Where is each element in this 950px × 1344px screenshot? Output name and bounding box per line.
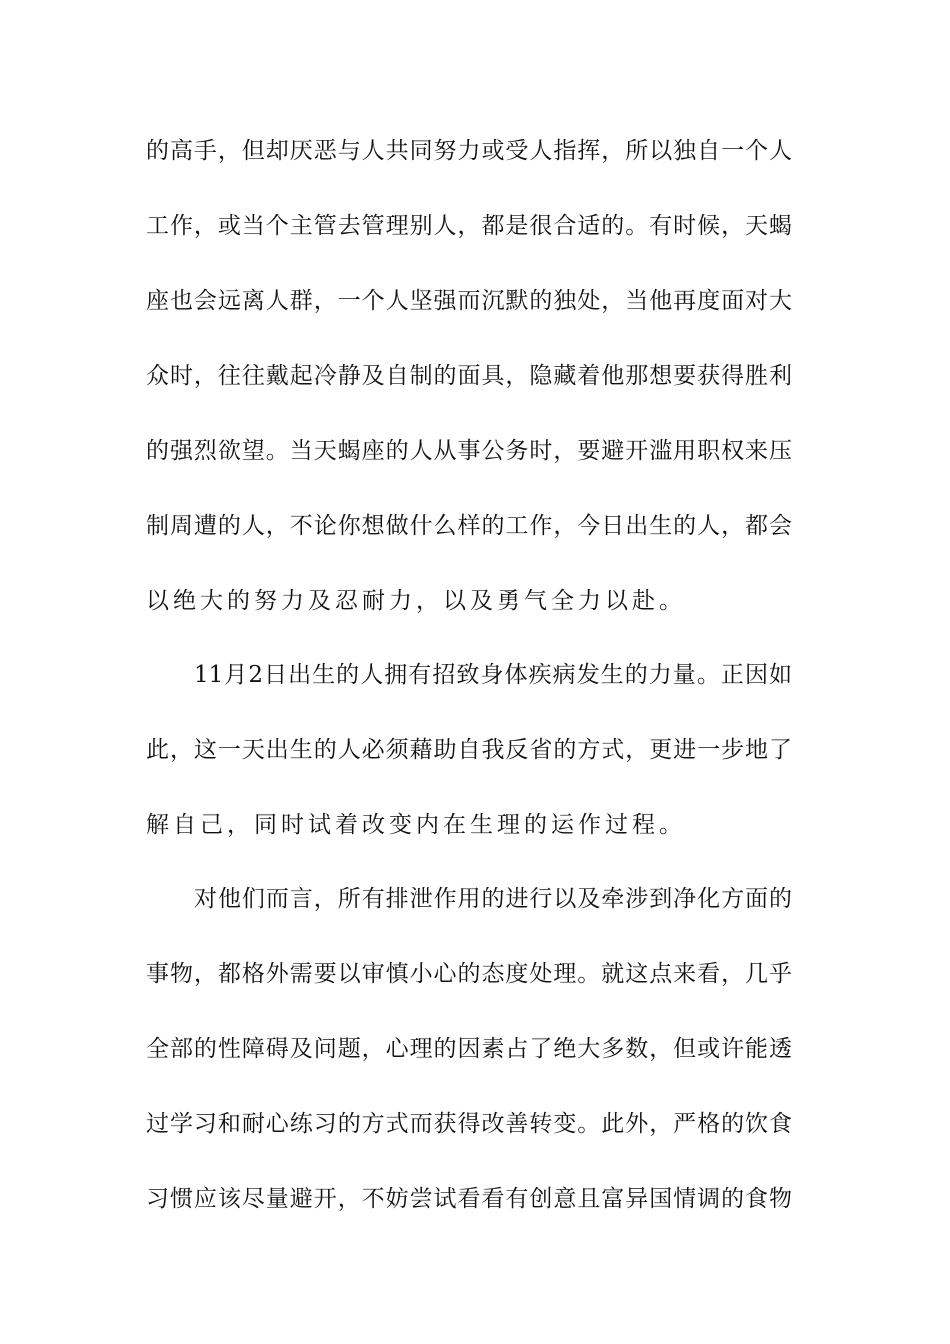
- paragraph-first-line: 11月2日出生的人拥有招致身体疾病发生的力量。正因如: [194, 662, 792, 688]
- text-line: 座也会远离人群，一个人坚强而沉默的独处，当他再度面对大: [146, 288, 792, 314]
- text-line: 的强烈欲望。当天蝎座的人从事公务时，要避开滥用职权来压: [146, 438, 792, 464]
- text-line: 制周遭的人，不论你想做什么样的工作，今日出生的人，都会: [146, 513, 792, 539]
- text-line: 习惯应该尽量避开，不妨尝试看看有创意且富异国情调的食物: [146, 1186, 792, 1212]
- text-line: 过学习和耐心练习的方式而获得改善转变。此外，严格的饮食: [146, 1111, 792, 1137]
- text-line: 全部的性障碍及问题，心理的因素占了绝大多数，但或许能透: [146, 1036, 792, 1062]
- text-line: 此，这一天出生的人必须藉助自我反省的方式，更进一步地了: [146, 737, 792, 763]
- text-line: 以绝大的努力及忍耐力，以及勇气全力以赴。: [146, 588, 686, 614]
- text-line: 解自己，同时试着改变内在生理的运作过程。: [146, 812, 686, 838]
- text-line: 众时，往往戴起冷静及自制的面具，隐藏着他那想要获得胜利: [146, 363, 792, 389]
- text-line: 工作，或当个主管去管理别人，都是很合适的。有时候，天蝎: [146, 213, 792, 239]
- text-line: 事物，都格外需要以审慎小心的态度处理。就这点来看，几乎: [146, 961, 792, 987]
- paragraph-first-line: 对他们而言，所有排泄作用的进行以及牵涉到净化方面的: [194, 886, 792, 912]
- text-line: 的高手，但却厌恶与人共同努力或受人指挥，所以独自一个人: [146, 138, 792, 164]
